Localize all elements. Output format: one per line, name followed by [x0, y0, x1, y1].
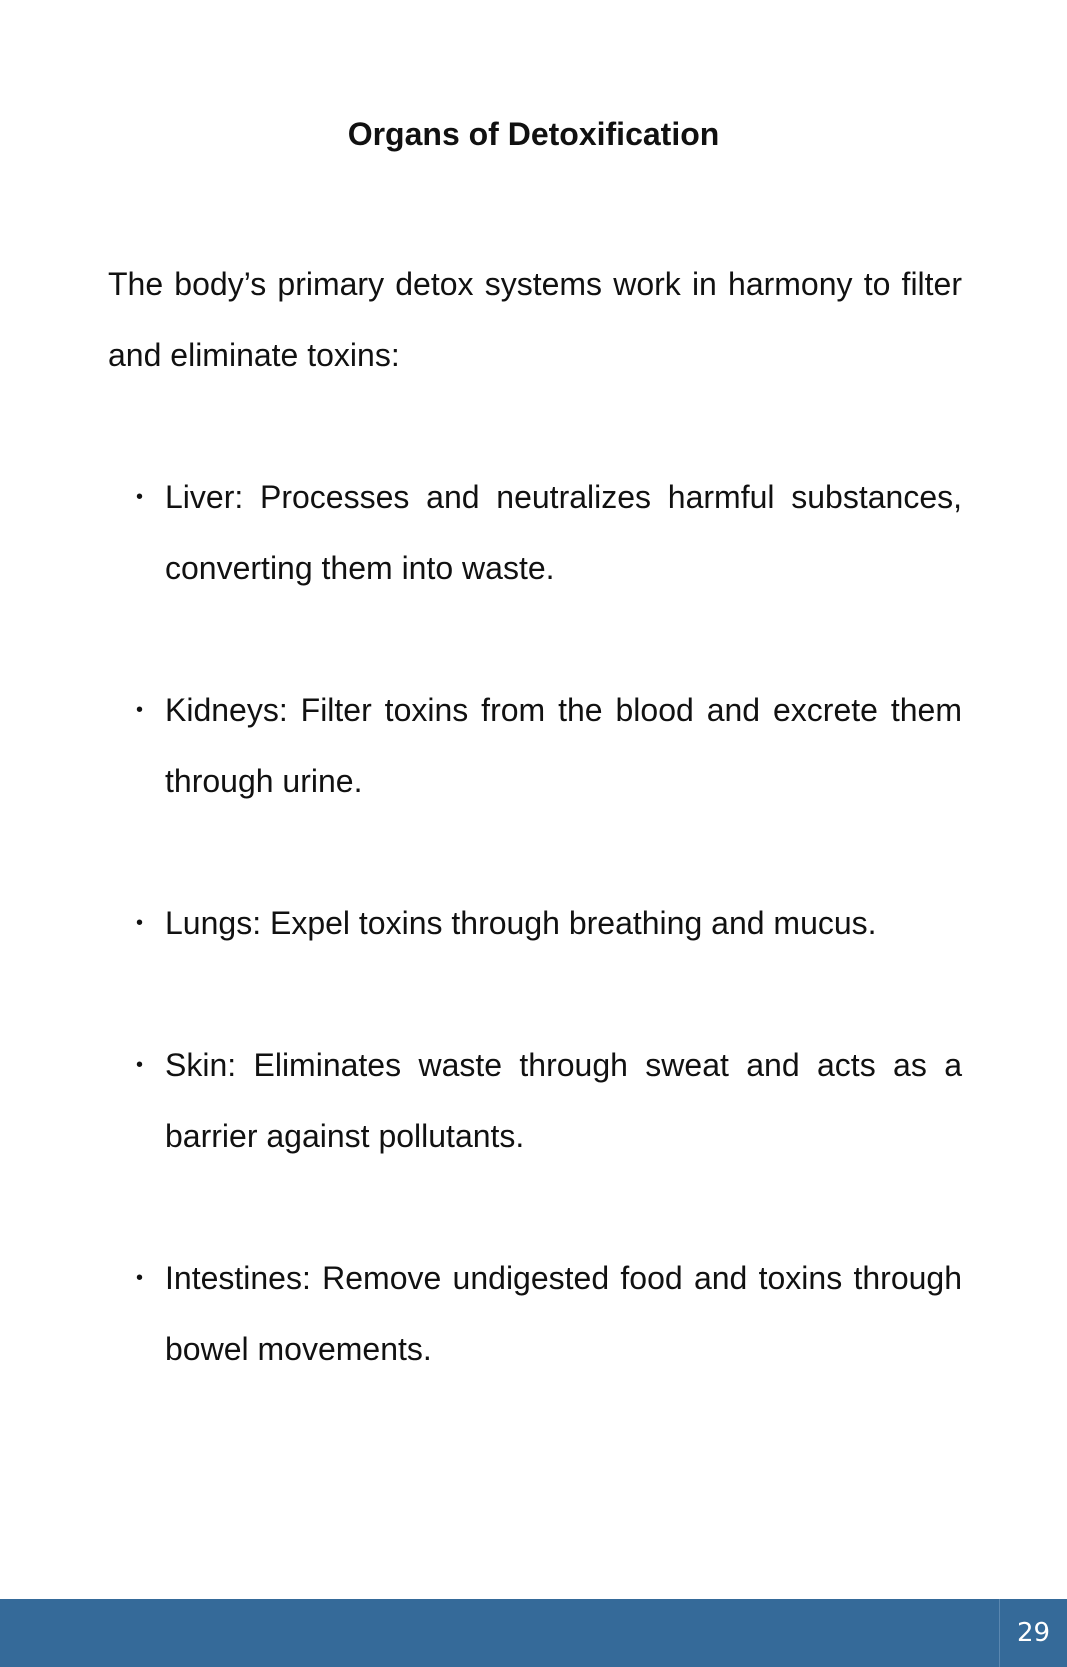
intro-paragraph: The body’s primary detox systems work in harmony to filter and eliminate toxins:: [108, 266, 962, 373]
list-item: [108, 888, 962, 959]
list-item-text: Liver: Processes and neutralizes harmful substances, converting them into waste.: [165, 479, 962, 586]
page-number: 29: [999, 1599, 1067, 1667]
list-item: [108, 1243, 962, 1385]
bullet-icon: •: [136, 699, 144, 721]
list-item-text: Intestines: Remove undigested food and toxins through bowel movements.: [165, 1260, 962, 1367]
bullet-icon: •: [136, 486, 144, 508]
list-item: [108, 462, 962, 604]
bullet-icon: •: [136, 1267, 144, 1289]
bullet-icon: •: [136, 912, 144, 934]
footer-bar: [0, 1599, 1067, 1667]
list-item: [108, 1030, 962, 1172]
list-item-text: Skin: Eliminates waste through sweat and acts as a barrier against pollutants.: [165, 1047, 962, 1154]
list-item-text: Kidneys: Filter toxins from the blood and excrete them through urine.: [165, 692, 962, 799]
list-item: [108, 675, 962, 817]
page-title: Organs of Detoxification: [347, 116, 720, 152]
bullet-list: [108, 462, 962, 1456]
list-item-text: Lungs: Expel toxins through breathing and mucus.: [165, 905, 877, 941]
bullet-icon: •: [136, 1054, 144, 1076]
